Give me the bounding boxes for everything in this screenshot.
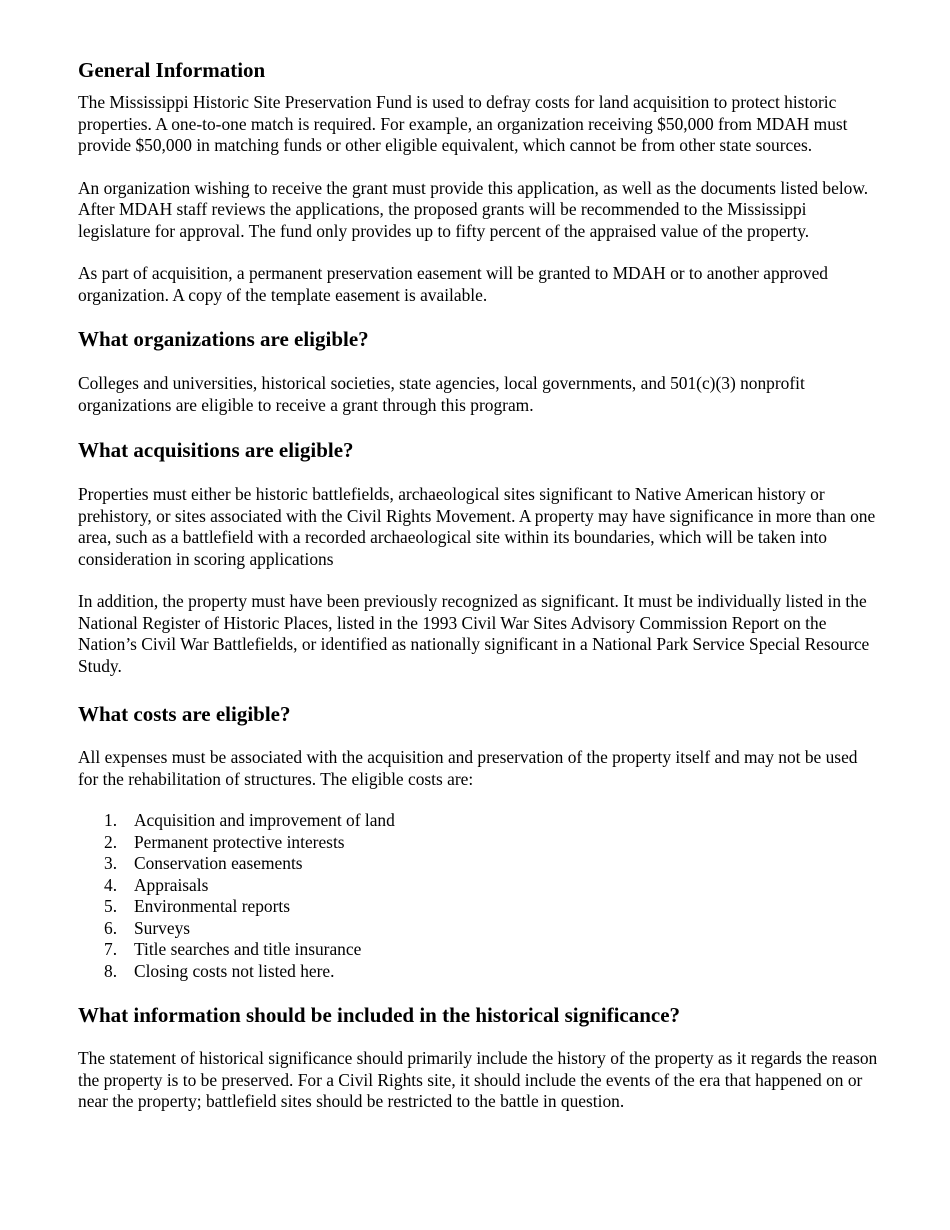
section-heading-eligible-organizations: What organizations are eligible? [78,327,369,351]
list-item-number: 4. [104,874,118,895]
list-item-text: Surveys [134,917,191,938]
list-item-text: Closing costs not listed here. [134,960,335,981]
list-item-number: 8. [104,960,118,981]
paragraph-historical-significance: The statement of historical significance should primarily include the history of the property as it regards the reason the property is to be preserved. For a Civil Rights site, it should include the events of the era that happened on or near the property; battlefield sites should be restricted to the battle in question. [78,1048,878,1111]
paragraph-application-process: An organization wishing to receive the grant must provide this application, as well as the documents listed below. After MDAH staff reviews the applications, the proposed grants will be recommended to the Mississippi legislature for approval. The fund only provides up to fifty percent of the appraised value of the property. [78,177,869,241]
list-item-number: 7. [104,939,118,959]
list-item-text: Appraisals [134,874,209,895]
paragraph-prior-recognition: In addition, the property must have been previously recognized as significant. It must be individually listed in the National Register of Historic Places, listed in the 1993 Civil War Sites Advisory Commission Report on the Nation’s Civil War Battlefields, or identified as nationally significant in a National Park Service Special Resource Study. [78,591,870,676]
section-heading-general-information: General Information [78,58,266,82]
paragraph-fund-purpose: The Mississippi Historic Site Preservation Fund is used to defray costs for land acquisition to protect historic properties. A one-to-one match is required. For example, an organization receiving $50,000 from MDAH must provide $50,000 in matching funds or other eligible equivalent, which cannot be from other state sources. [78,92,848,155]
list-item-text: Acquisition and improvement of land [134,810,395,830]
list-item-number: 3. [104,853,118,873]
list-item [78,810,878,832]
list-item-text: Title searches and title insurance [134,939,362,959]
list-item [78,875,878,897]
list-item-text: Environmental reports [134,896,290,916]
list-item-number: 1. [104,810,118,830]
list-item [78,832,878,854]
list-item [78,918,878,940]
paragraph-preservation-easement: As part of acquisition, a permanent preservation easement will be granted to MDAH or to another approved organization. A copy of the template easement is available. [78,263,828,305]
list-item [78,853,878,875]
list-item-number: 6. [104,917,118,938]
paragraph-eligible-organizations: Colleges and universities, historical societies, state agencies, local governments, and 501(c)(3) nonprofit organizations are eligible to receive a grant through this program. [78,373,805,415]
document-page [78,0,878,1113]
list-item [78,961,878,983]
eligible-costs-list [78,810,878,982]
section-heading-historical-significance: What information should be included in the historical significance? [78,1003,681,1027]
list-item-text: Permanent protective interests [134,831,345,852]
list-item [78,896,878,918]
paragraph-eligible-costs-intro: All expenses must be associated with the acquisition and preservation of the property itself and may not be used for the rehabilitation of structures. The eligible costs are: [78,747,858,789]
list-item-number: 2. [104,831,118,852]
list-item [78,939,878,961]
section-heading-eligible-costs: What costs are eligible? [78,702,291,726]
section-heading-eligible-acquisitions: What acquisitions are eligible? [78,438,354,462]
paragraph-property-types: Properties must either be historic battlefields, archaeological sites significant to Native American history or prehistory, or sites associated with the Civil Rights Movement. A property may have significance in more than one area, such as a battlefield with a recorded archaeological site within its boundaries, which will be taken into consideration in scoring applications [78,484,876,569]
list-item-text: Conservation easements [134,853,303,873]
list-item-number: 5. [104,896,118,916]
